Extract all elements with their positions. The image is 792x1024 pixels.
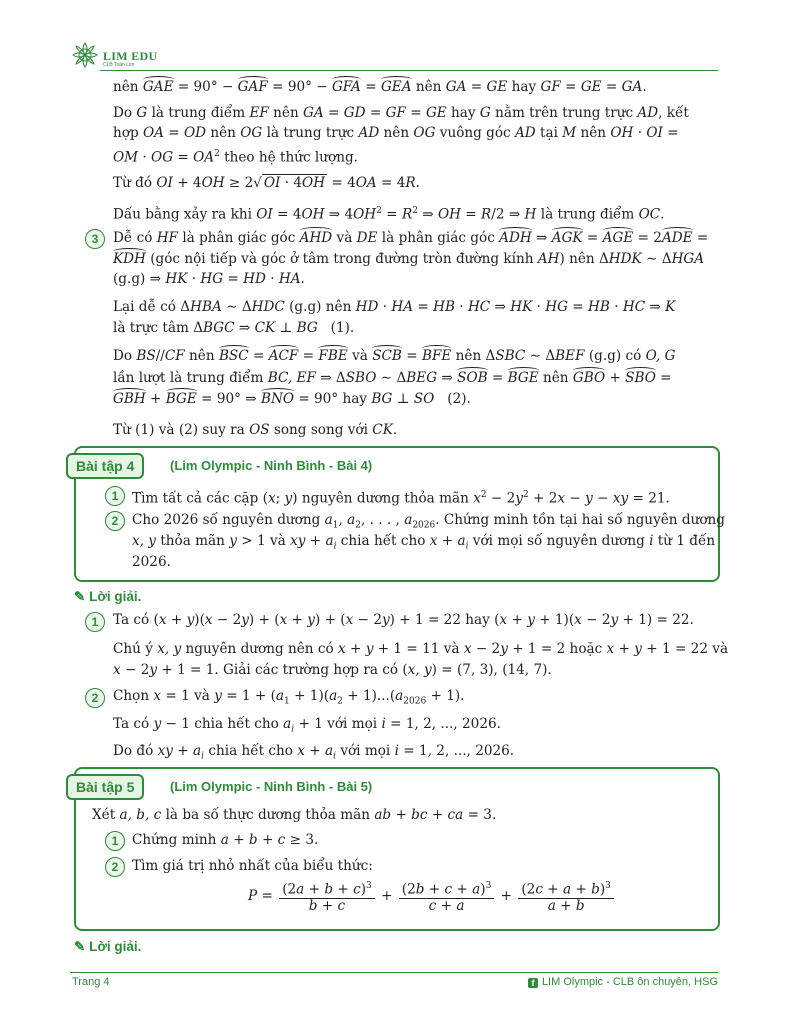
proof-line-8: KDH (góc nội tiếp và góc ở tâm trong đường tròn đường kính AH) nên ΔHDK ∼ ΔHGA xyxy=(113,251,705,267)
sol4-line-4: Chọn x = 1 và $y = 1 + (a_1 + 1)(a_2 + 1)...(a_{2026} + 1)$. xyxy=(113,688,465,707)
page-number: Trang 4 xyxy=(72,976,110,988)
ex5-intro: Xét a, b, c là ba số thực dương thỏa mãn ab + bc + ca = 3. xyxy=(92,807,497,823)
proof-text-trung-diem: là trung điểm xyxy=(540,206,635,223)
solution-4-label: Lời giải. xyxy=(89,589,142,604)
ex4-item-2-text-b: . Chứng minh tồn tại hai số nguyên dương xyxy=(435,512,725,528)
ex5-item-1-text: Chứng minh xyxy=(132,832,217,848)
page-header xyxy=(70,40,718,74)
brand-name: LIM EDU xyxy=(103,49,158,63)
proof-text-he-thuc: theo hệ thức lượng. xyxy=(224,149,359,166)
proof-text-dau-bang: Dấu bằng xảy ra khi xyxy=(113,206,252,223)
ex4-item-2-text-c: thỏa mãn xyxy=(160,533,225,549)
ex4-item-2-text-f: với mọi số nguyên dương xyxy=(472,533,645,549)
proof-text-tu-12: Từ (1) và (2) suy ra xyxy=(113,422,245,438)
footer-credit xyxy=(528,976,718,988)
proof-line-15: Từ (1) và (2) suy ra OS song song với CK. xyxy=(113,422,398,438)
proof-line-9: (g.g) ⇒ HK · HG = HD · HA. xyxy=(113,271,305,287)
ex5-intro-text: là ba số thực dương thỏa mãn xyxy=(165,807,370,823)
footer-credit-text: LIM Olympic - CLB ôn chuyên, HSG xyxy=(541,976,718,988)
item-number-2c: 2 xyxy=(105,857,125,877)
proof-line-6: Dấu bằng xảy ra khi OI = 4OH ⇒ $4OH^2 = R^2$ ⇒ OH = R/2 ⇒ H là trung điểm OC. xyxy=(113,206,665,223)
ex4-item-2-text-g: từ 1 đến xyxy=(657,533,716,549)
proof-line-7: Dễ có HF là phân giác góc AHD và DE là phân giác góc ADH ⇒ AGK = AGE = 2ADE = xyxy=(113,230,709,246)
sol4-line-1: Ta có (x + y)(x − 2y) + (x + y) + (x − 2y) + 1 = 22 hay (x + y + 1)(x − 2y + 1) = 22. xyxy=(113,612,694,628)
proof-line-4: OM · OG = $OA^2$ theo hệ thức lượng. xyxy=(113,149,359,166)
exercise-4-source: (Lim Olympic - Ninh Bình - Bài 4) xyxy=(170,458,373,473)
ex4-item-1-text: Tìm tất cả các cặp xyxy=(132,490,259,507)
brand-subtitle: CLB Toán Lim xyxy=(103,62,135,68)
ex4-item-1-text-b: nguyên dương thỏa mãn xyxy=(301,490,469,507)
exercise-5-source: (Lim Olympic - Ninh Bình - Bài 5) xyxy=(170,779,373,794)
sol4-line-2: Chú ý x, y nguyên dương nên có x + y + 1 = 11 và x − 2y + 1 = 2 hoặc x + y + 1 = 22 và xyxy=(113,641,729,657)
item-number-3: 3 xyxy=(85,229,105,249)
item-number-1: 1 xyxy=(105,486,125,506)
sol4-line-5: Ta có y − 1 chia hết cho $a_i + 1$ với mọi i = 1, 2, ..., 2026. xyxy=(113,716,501,735)
solution-5-heading xyxy=(74,939,141,955)
header-rule xyxy=(100,70,718,71)
ex4-item-2b: x, y thỏa mãn y > 1 và xy + $a_i$ chia hết cho $x + a_i$ với mọi số nguyên dương i từ 1 đến xyxy=(132,533,716,552)
ex4-item-2-text-a: Cho 2026 số nguyên dương xyxy=(132,512,321,528)
proof-line-2: Do G là trung điểm EF nên GA = GD = GF = GE hay G nằm trên trung trực AD, kết xyxy=(113,105,689,121)
proof-line-11: là trực tâm ΔBGC ⇒ CK ⊥ BG (1). xyxy=(113,320,355,336)
solution-5-label: Lời giải. xyxy=(89,939,142,954)
proof-line-3: hợp OA = OD nên OG là trung trực AD nên OG vuông góc AD tại M nên OH · OI = xyxy=(113,125,679,141)
proof-text-tu-do: Từ đó xyxy=(113,175,153,191)
footer-rule xyxy=(70,972,718,973)
item-number-2b: 2 xyxy=(85,688,105,708)
lotus-logo-icon xyxy=(70,40,100,70)
ex4-item-1: Tìm tất cả các cặp (x; y) nguyên dương thỏa mãn $x^2 - 2y^2 + 2x - y$ − xy = 21. xyxy=(132,490,670,507)
ex5-formula: P = $\frac{(2a + b + c)^3}{b + c}$ + $\frac{(2b + c + a)^3}{c + a}$ + $\frac{(2c + a + b)^3}{a + b}$ xyxy=(248,879,616,914)
sol4-line-3: x − 2y + 1 = 1. Giải các trường hợp ra có (x, y) = (7, 3), (14, 7). xyxy=(113,662,552,678)
ex5-intro-prefix: Xét xyxy=(92,807,116,823)
proof-line-5: Từ đó OI + 4OH ≥ 2√ OI · 4OH = 4OA = 4R. xyxy=(113,175,420,191)
ex5-item-2: Tìm giá trị nhỏ nhất của biểu thức: xyxy=(132,858,373,874)
ex4-item-2-text-e: chia hết cho xyxy=(340,533,426,549)
pencil-icon: ✎ xyxy=(74,939,86,954)
item-number-1b: 1 xyxy=(85,612,105,632)
item-number-1c: 1 xyxy=(105,831,125,851)
exercise-5-tag: Bài tập 5 xyxy=(66,774,144,800)
pencil-icon: ✎ xyxy=(74,589,86,604)
exercise-4-tag: Bài tập 4 xyxy=(66,453,144,479)
solution-4-heading xyxy=(74,589,141,605)
sol4-line-6: Do đó xy + $a_i$ chia hết cho $x + a_i$ với mọi i = 1, 2, ..., 2026. xyxy=(113,743,515,762)
proof-text-song-song: song song với xyxy=(273,422,368,438)
proof-line-14: GBH + BGE = 90° ⇒ BNO = 90° hay BG ⊥ SO (2). xyxy=(113,391,471,407)
proof-line-10: Lại dễ có ΔHBA ∼ ΔHDC (g.g) nên HD · HA = HB · HC ⇒ HK · HG = HB · HC ⇒ K xyxy=(113,299,676,315)
proof-line-12: Do BS//CF nên BSC = ACF = FBE và SCB = BFE nên ΔSBC ∼ ΔBEF (g.g) có O, G xyxy=(113,348,676,364)
ex4-item-2a: Cho 2026 số nguyên dương $a_1$, $a_2$, . . . , $a_{2026}$. Chứng minh tồn tại hai số nguyên dương xyxy=(132,512,725,531)
ex4-item-2c: 2026. xyxy=(132,554,171,570)
ex5-item-1: Chứng minh a + b + c ≥ 3. xyxy=(132,832,319,848)
proof-line-1: nên GAE = 90° − GAF = 90° − GFA = GEA nên GA = GE hay GF = GE = GA. xyxy=(113,79,647,95)
proof-line-13: lần lượt là trung điểm BC, EF ⇒ ΔSBO ∼ ΔBEG ⇒ SOB = BGE nên GBO + SBO = xyxy=(113,370,672,386)
facebook-icon: f xyxy=(528,978,538,988)
ex4-item-2-text-d: và xyxy=(269,533,286,549)
item-number-2: 2 xyxy=(105,511,125,531)
